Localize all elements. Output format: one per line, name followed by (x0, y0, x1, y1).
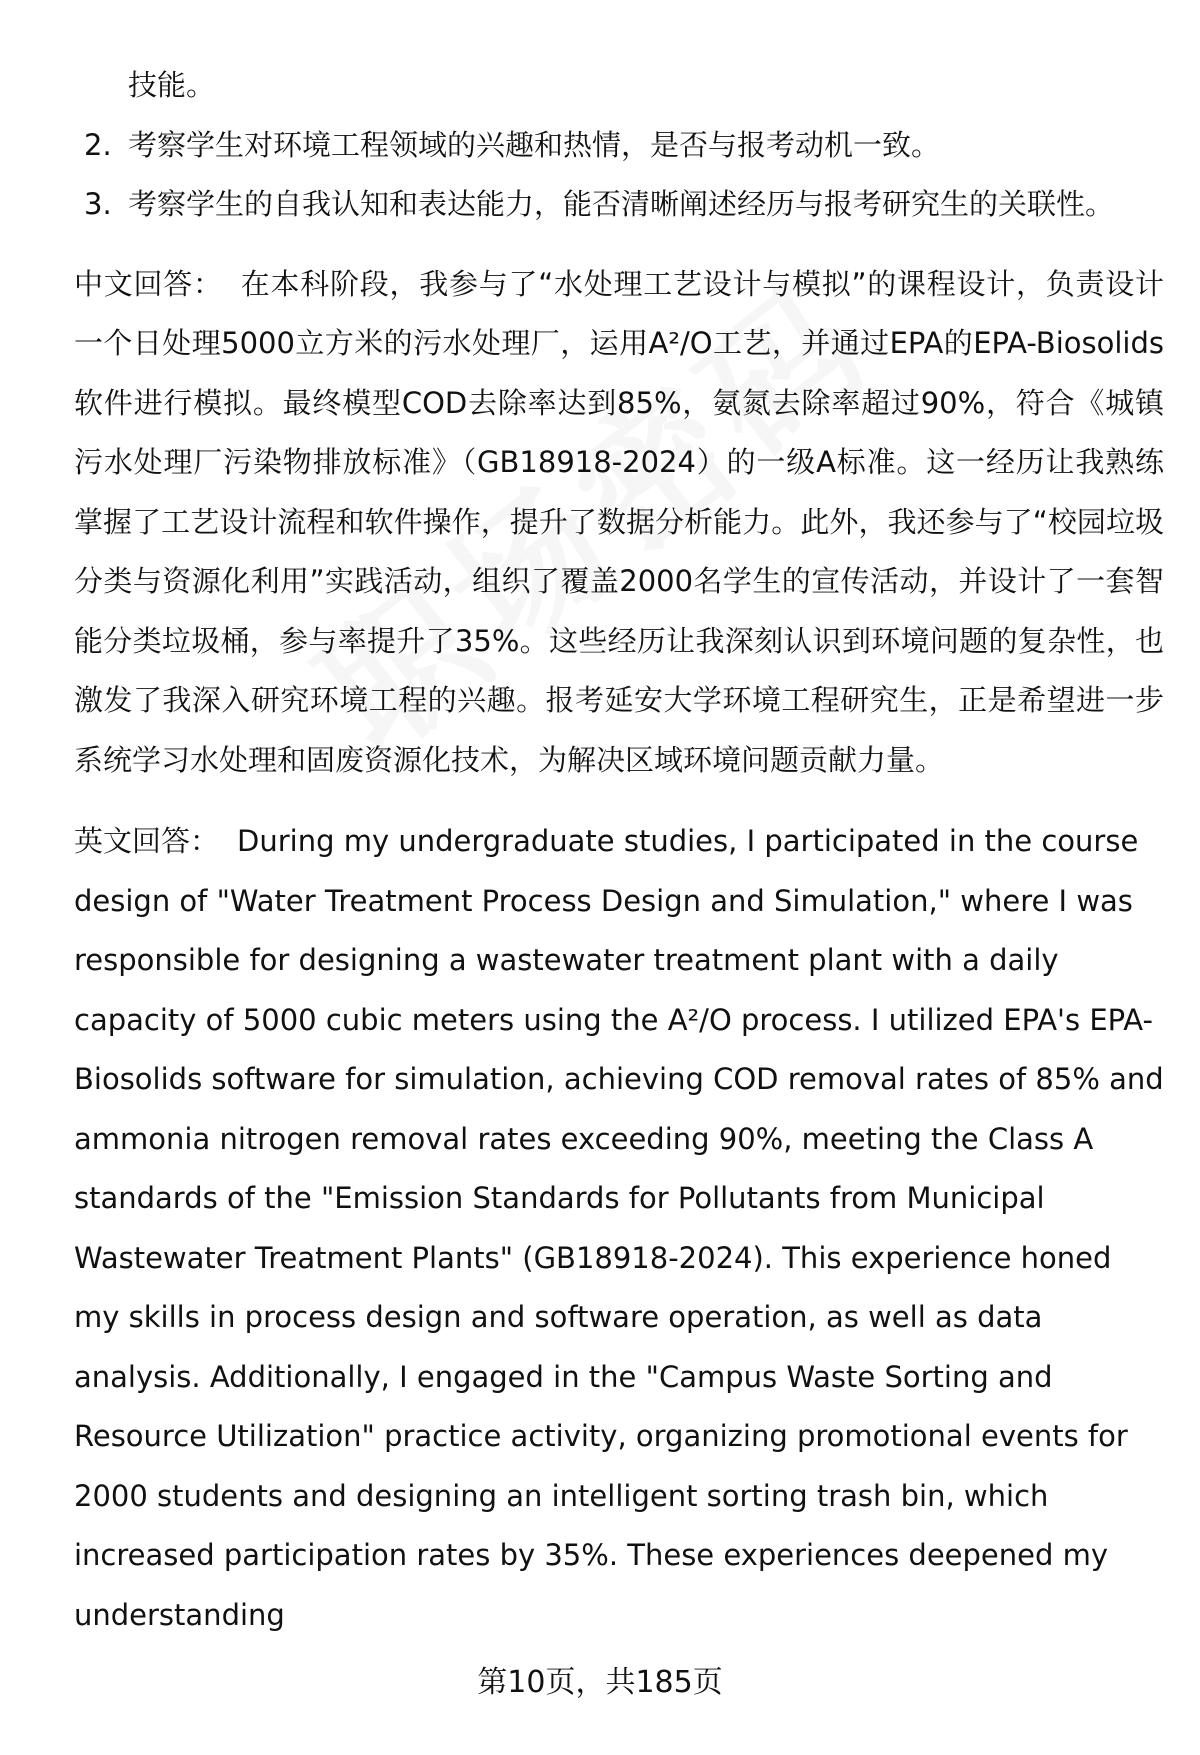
criteria-continuation: 技能。 (128, 68, 216, 102)
page-number-footer: 第10页，共185页 (477, 1665, 723, 1700)
english-answer-paragraph (74, 812, 1164, 1645)
criteria-item-2 (74, 116, 1164, 176)
criteria-item-number: 2. (84, 127, 112, 162)
chinese-answer-label: 中文回答： (74, 266, 223, 301)
chinese-answer-text: 在本科阶段，我参与了“水处理工艺设计与模拟”的课程设计，负责设计一个日处理5000立方米的污水处理厂，运用A²/O工艺，并通过EPA的EPA-Biosolids软件进行模拟。最终模型COD去除率达到85%，氨氮去除率超过90%，符合《城镇污水处理厂污染物排放标准》（GB18918-2024）的一级A标准。这一经历让我熟练掌握了工艺设计流程和软件操作，提升了数据分析能力。此外，我还参与了“校园垃圾分类与资源化利用”实践活动，组织了覆盖2000名学生的宣传活动，并设计了一套智能分类垃圾桶，参与率提升了35%。这些经历让我深刻认识到环境问题的复杂性，也激发了我深入研究环境工程的兴趣。报考延安大学环境工程研究生，正是希望进一步系统学习水处理和固废资源化技术，为解决区域环境问题贡献力量。 (74, 266, 1164, 777)
criteria-item-3 (74, 175, 1164, 235)
criteria-item-number: 3. (84, 187, 112, 221)
page-content (74, 56, 1164, 1645)
criteria-item-text: 考察学生对环境工程领域的兴趣和热情，是否与报考动机一致。 (128, 127, 941, 162)
english-answer-label: 英文回答： (74, 824, 220, 858)
chinese-answer-paragraph (74, 255, 1164, 791)
criteria-item-text: 考察学生的自我认知和表达能力，能否清晰阐述经历与报考研究生的关联性。 (128, 187, 1115, 221)
english-answer-text: During my undergraduate studies, I participated in the course design of "Water Treatment Process Design and Simulation," where I was responsible for designing a wastewater treatment plant with a daily capacity of 5000 cubic meters using the A²/O process. I utilized EPA's EPA-Biosolids software for simulation, achieving COD removal rates of 85% and ammonia nitrogen removal rates exceeding 90%, meeting the Class A standards of the "Emission Standards for Pollutants from Municipal Wastewater Treatment Plants" (GB18918-2024). This experience honed my skills in process design and software operation, as well as data analysis. Additionally, I engaged in the "Campus Waste Sorting and Resource Utilization" practice activity, organizing promotional events for 2000 students and designing an intelligent sorting trash bin, which increased participation rates by 35%. These experiences deepened my understanding (74, 824, 1164, 1632)
criteria-list (74, 116, 1164, 235)
